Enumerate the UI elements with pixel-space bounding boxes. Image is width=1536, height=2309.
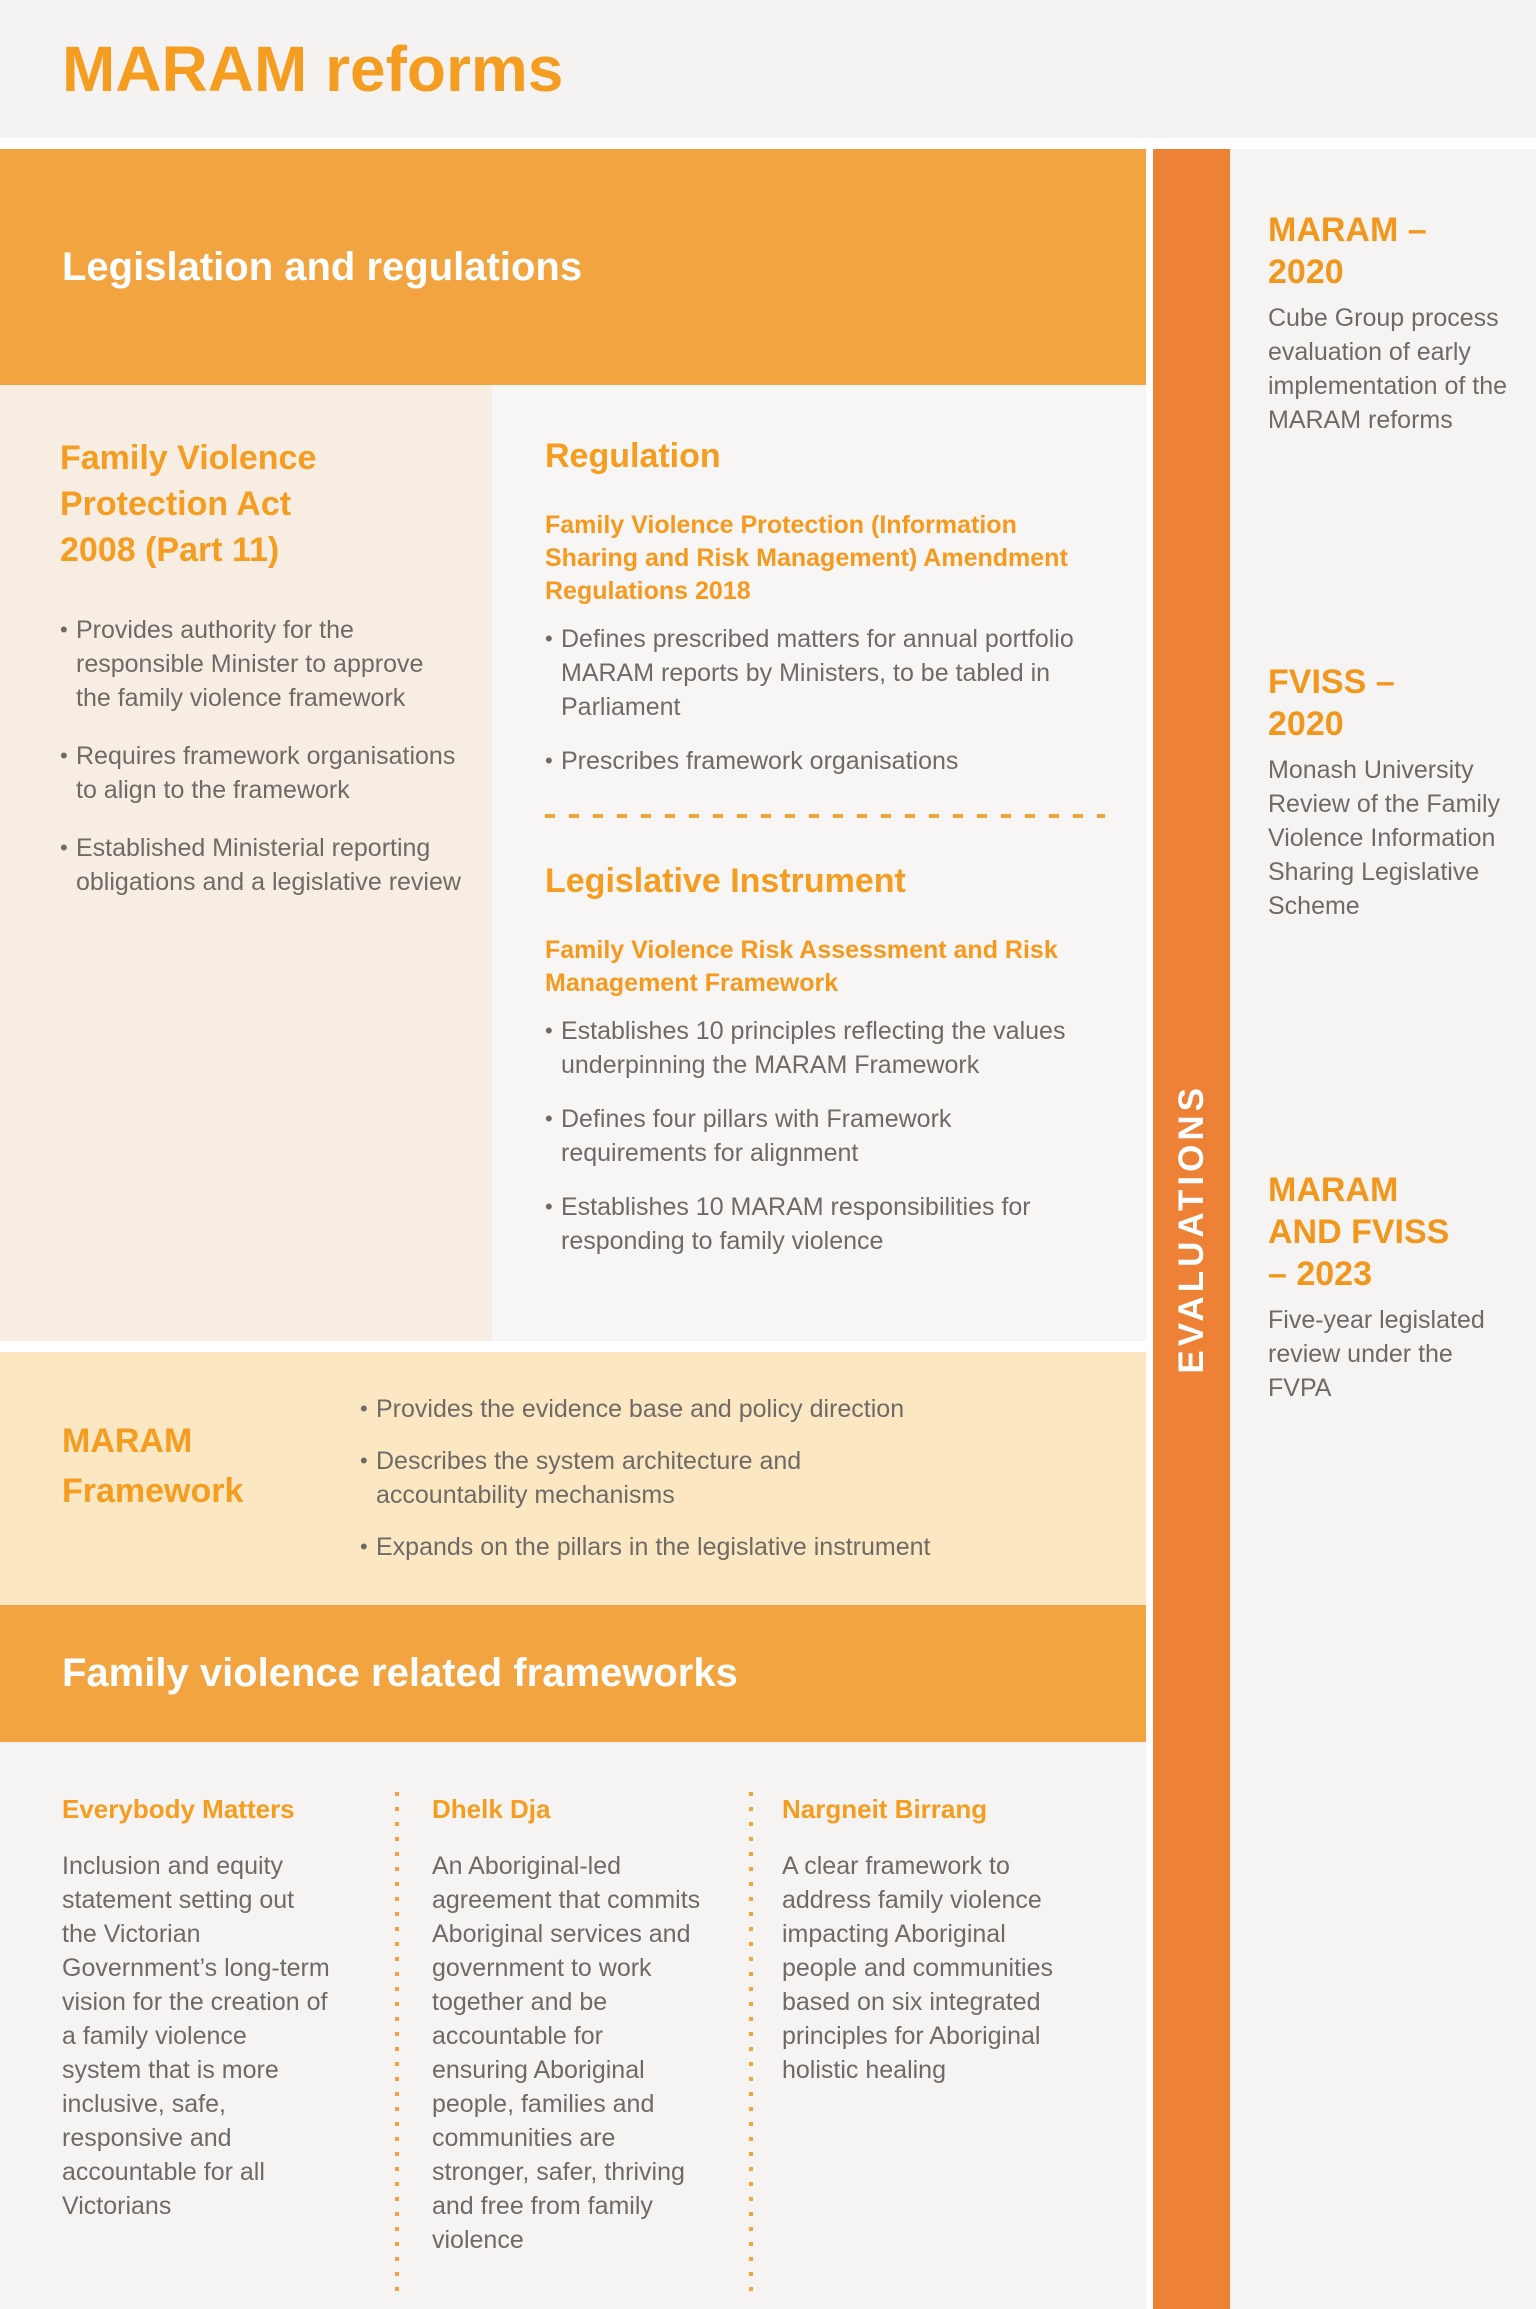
framework-dhelk-dja	[432, 1794, 744, 2257]
framework-body: Inclusion and equity statement setting out the Victorian Government’s long-term vision for the creation of a family violence system that is more inclusive, safe, responsive and accountable for all Victorians	[62, 1852, 330, 2220]
list-item	[360, 1530, 1060, 1564]
evaluation-title: MARAM AND FVISS – 2023	[1268, 1171, 1450, 1293]
frameworks-banner	[0, 1605, 1146, 1742]
page-title: MARAM reforms	[62, 33, 564, 105]
framework-everybody-matters	[62, 1794, 362, 2223]
list-item	[545, 1190, 1106, 1258]
act-panel	[0, 385, 492, 1341]
framework-title: Everybody Matters	[62, 1794, 295, 1824]
evaluation-maram-2020	[1268, 209, 1523, 437]
title-band	[0, 0, 1536, 138]
vertical-gap	[1146, 149, 1153, 2309]
regulation-subheading: Family Violence Protection (Information Sharing and Risk Management) Amendment Regulations 2018	[545, 511, 1068, 605]
maram-framework-bullet-list	[360, 1392, 1060, 1564]
evaluations-bar	[1153, 149, 1230, 2309]
bullet-dot-icon: •	[545, 1106, 553, 1131]
bullet-dot-icon: •	[360, 1396, 368, 1421]
frameworks-banner-title: Family violence related frameworks	[62, 1651, 738, 1695]
evaluation-title: MARAM – 2020	[1268, 211, 1427, 291]
list-item	[60, 613, 464, 715]
bullet-text: Established Ministerial reporting obligations and a legislative review	[76, 834, 461, 896]
frameworks-row	[0, 1742, 1146, 2309]
legislation-banner	[0, 149, 1146, 385]
bullet-text: Expands on the pillars in the legislative instrument	[376, 1533, 931, 1561]
bullet-text: Defines prescribed matters for annual portfolio MARAM reports by Ministers, to be tabled in Parliament	[561, 625, 1074, 721]
evaluation-body: Cube Group process evaluation of early implementation of the MARAM reforms	[1268, 304, 1508, 434]
dashed-divider	[545, 814, 1105, 818]
bullet-dot-icon: •	[360, 1448, 368, 1473]
evaluation-title: FVISS – 2020	[1268, 663, 1395, 743]
maram-framework-heading: MARAM Framework	[62, 1422, 244, 1510]
evaluations-sidebar	[1230, 149, 1536, 2309]
framework-title: Dhelk Dja	[432, 1794, 551, 1824]
evaluation-maram-and-fviss-2023	[1268, 1169, 1523, 1405]
framework-title: Nargneit Birrang	[782, 1794, 988, 1824]
regulation-heading: Regulation	[545, 437, 721, 475]
bullet-text: Prescribes framework organisations	[561, 747, 959, 775]
list-item	[545, 744, 1106, 778]
framework-body: A clear framework to address family violence impacting Aboriginal people and communities based on six integrated principles for Aboriginal holistic healing	[782, 1852, 1053, 2084]
bullet-text: Defines four pillars with Framework requirements for alignment	[561, 1105, 952, 1167]
legislation-banner-title: Legislation and regulations	[62, 244, 583, 289]
list-item	[545, 622, 1106, 724]
bullet-dot-icon: •	[60, 743, 68, 768]
dotted-divider	[749, 1792, 753, 2297]
dotted-divider	[395, 1792, 399, 2297]
bullet-text: Requires framework organisations to align to the framework	[76, 742, 456, 804]
bullet-text: Provides the evidence base and policy direction	[376, 1395, 905, 1423]
list-item	[360, 1392, 1060, 1426]
bullet-dot-icon: •	[545, 748, 553, 773]
list-item	[545, 1014, 1106, 1082]
bullet-text: Provides authority for the responsible Minister to approve the family violence framework	[76, 616, 424, 712]
legislative-instrument-heading: Legislative Instrument	[545, 862, 906, 900]
list-item	[60, 739, 464, 807]
bullet-dot-icon: •	[60, 617, 68, 642]
bullet-dot-icon: •	[60, 835, 68, 860]
regulation-bullet-list	[545, 622, 1106, 778]
bullet-dot-icon: •	[360, 1534, 368, 1559]
horizontal-gap	[0, 138, 1536, 149]
act-heading: Family Violence Protection Act 2008 (Part 11)	[60, 439, 317, 569]
maram-framework-band	[0, 1352, 1146, 1605]
legislative-instrument-bullet-list	[545, 1014, 1106, 1258]
list-item	[545, 1102, 1106, 1170]
legislative-instrument-subheading: Family Violence Risk Assessment and Risk Management Framework	[545, 936, 1058, 997]
regulation-column	[492, 385, 1146, 1341]
evaluation-body: Monash University Review of the Family Violence Information Sharing Legislative Scheme	[1268, 756, 1501, 920]
list-item	[60, 831, 464, 899]
horizontal-gap	[0, 1341, 1146, 1352]
bullet-dot-icon: •	[545, 1018, 553, 1043]
act-bullet-list	[60, 613, 464, 899]
bullet-text: Describes the system architecture and accountability mechanisms	[376, 1447, 802, 1509]
evaluation-body: Five-year legislated review under the FVPA	[1268, 1306, 1485, 1402]
bullet-dot-icon: •	[545, 626, 553, 651]
bullet-text: Establishes 10 MARAM responsibilities for responding to family violence	[561, 1193, 1031, 1255]
evaluations-label: EVALUATIONS	[1171, 1084, 1211, 1374]
bullet-dot-icon: •	[545, 1194, 553, 1219]
list-item	[360, 1444, 1060, 1512]
framework-body: An Aboriginal-led agreement that commits Aboriginal services and government to work together and be accountable for ensuring Aboriginal people, families and communities are stronger, safer, thriving and free from family violence	[432, 1852, 701, 2254]
evaluation-fviss-2020	[1268, 661, 1523, 923]
framework-nargneit-birrang	[782, 1794, 1112, 2087]
bullet-text: Establishes 10 principles reflecting the values underpinning the MARAM Framework	[561, 1017, 1066, 1079]
